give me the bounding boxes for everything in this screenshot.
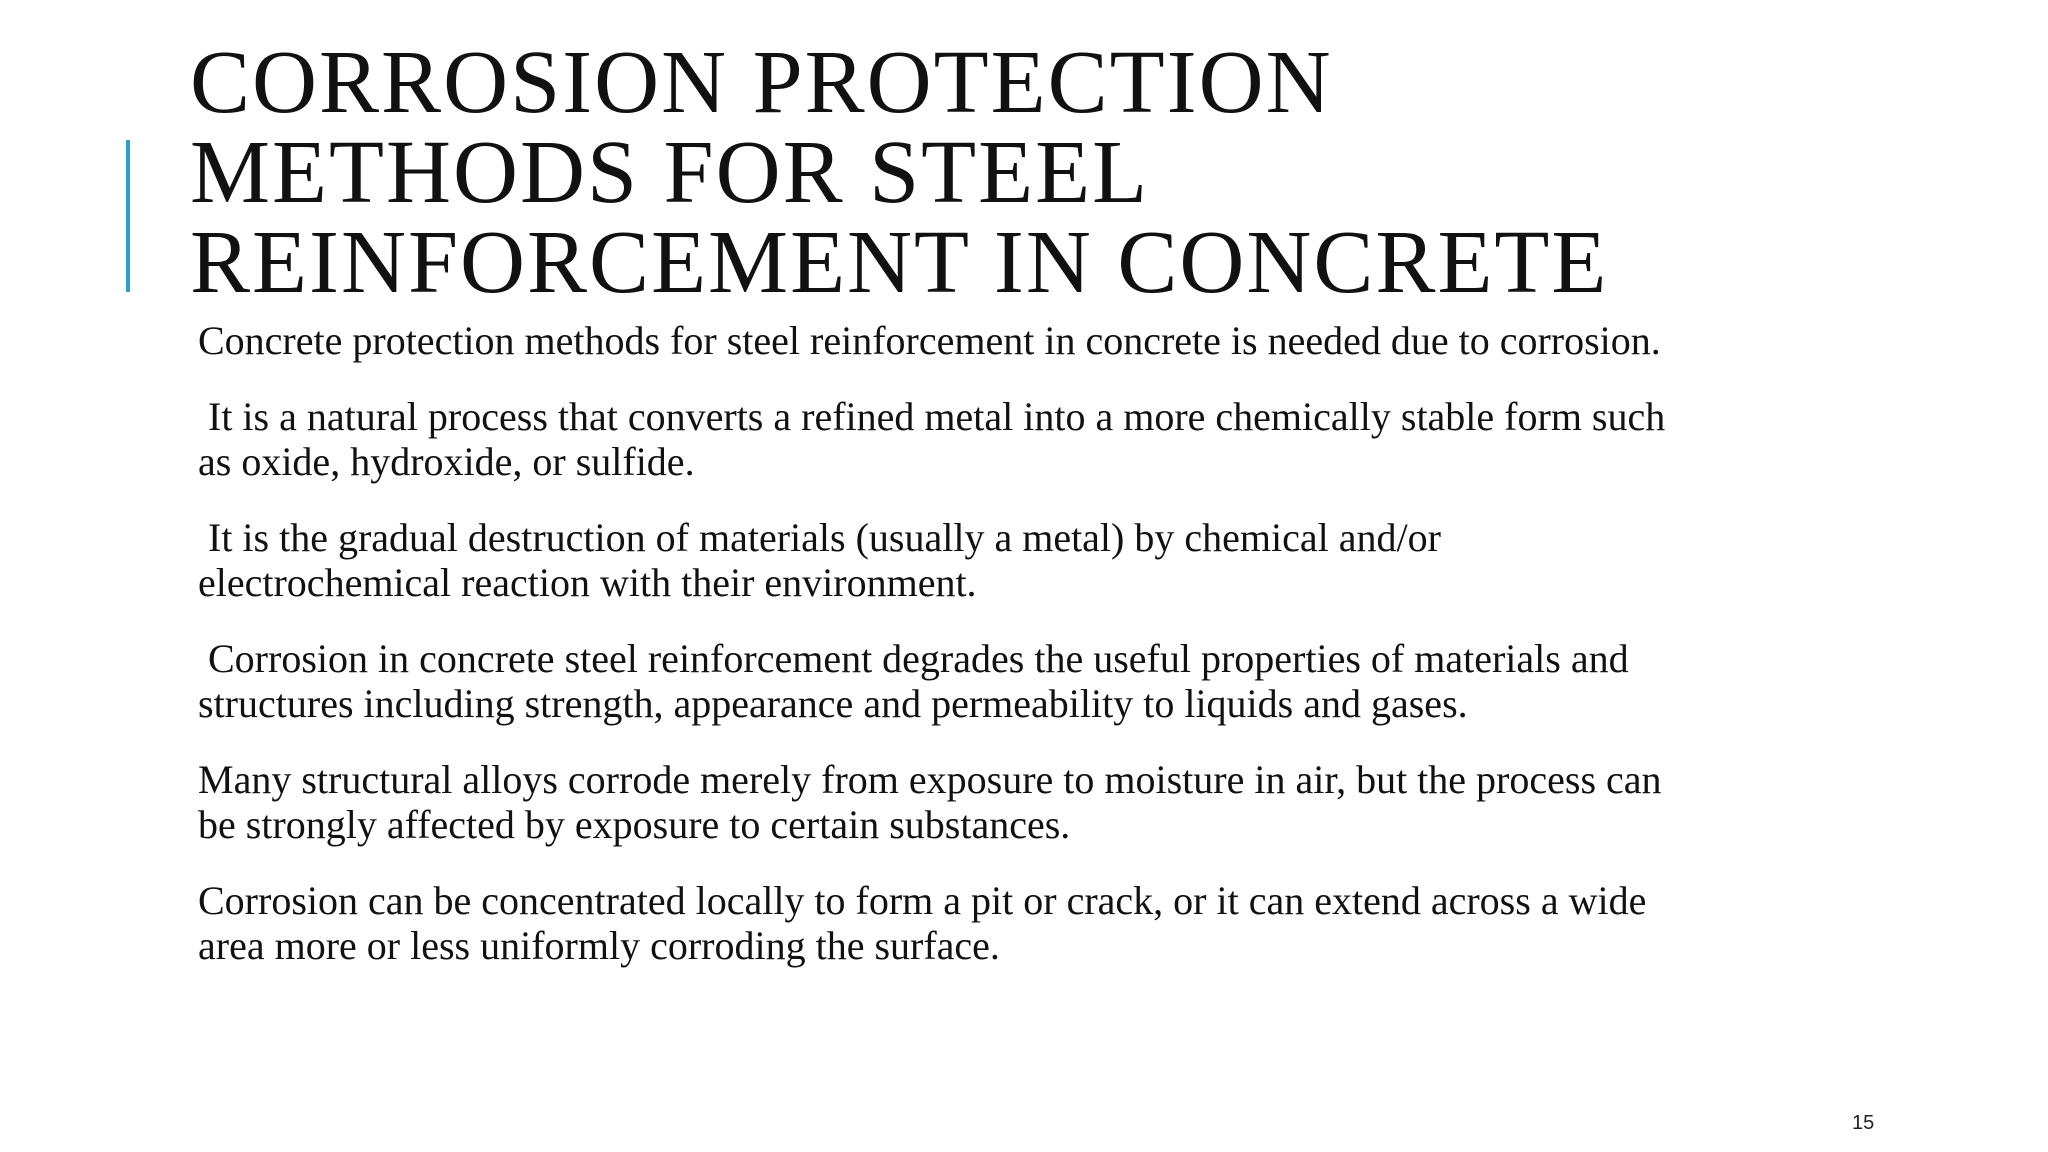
paragraph-line: Corrosion in concrete steel reinforcement degrades the useful properties of materials and xyxy=(198,636,1629,681)
paragraph-2 xyxy=(198,394,1798,484)
paragraph-6 xyxy=(198,878,1798,968)
slide-title-line-1: CORROSION PROTECTION xyxy=(190,33,1333,132)
page-number: 15 xyxy=(1852,1112,1875,1134)
paragraph-4 xyxy=(198,636,1798,726)
paragraph-line: It is a natural process that converts a refined metal into a more chemically stable form such xyxy=(198,394,1666,439)
title-accent-bar xyxy=(126,140,130,292)
slide-title xyxy=(190,33,1950,312)
paragraph-line: as oxide, hydroxide, or sulfide. xyxy=(198,439,695,484)
paragraph-5 xyxy=(198,757,1798,847)
paragraph-line: area more or less uniformly corroding the surface. xyxy=(198,923,1000,968)
paragraph-line: It is the gradual destruction of materials (usually a metal) by chemical and/or xyxy=(198,515,1441,560)
paragraph-line: Concrete protection methods for steel reinforcement in concrete is needed due to corrosion. xyxy=(198,318,1661,363)
paragraph-line: Many structural alloys corrode merely from exposure to moisture in air, but the process can xyxy=(198,757,1662,802)
paragraph-3 xyxy=(198,515,1798,605)
slide-title-line-2: METHODS FOR STEEL xyxy=(190,123,1150,222)
paragraph-line: structures including strength, appearance and permeability to liquids and gases. xyxy=(198,681,1468,726)
slide-body xyxy=(198,318,1798,999)
paragraph-line: electrochemical reaction with their environment. xyxy=(198,560,977,605)
paragraph-line: Corrosion can be concentrated locally to form a pit or crack, or it can extend across a wide xyxy=(198,878,1647,923)
paragraph-1 xyxy=(198,318,1798,363)
paragraph-line: be strongly affected by exposure to certain substances. xyxy=(198,802,1071,847)
slide-title-line-3: REINFORCEMENT IN CONCRETE xyxy=(190,213,1609,312)
